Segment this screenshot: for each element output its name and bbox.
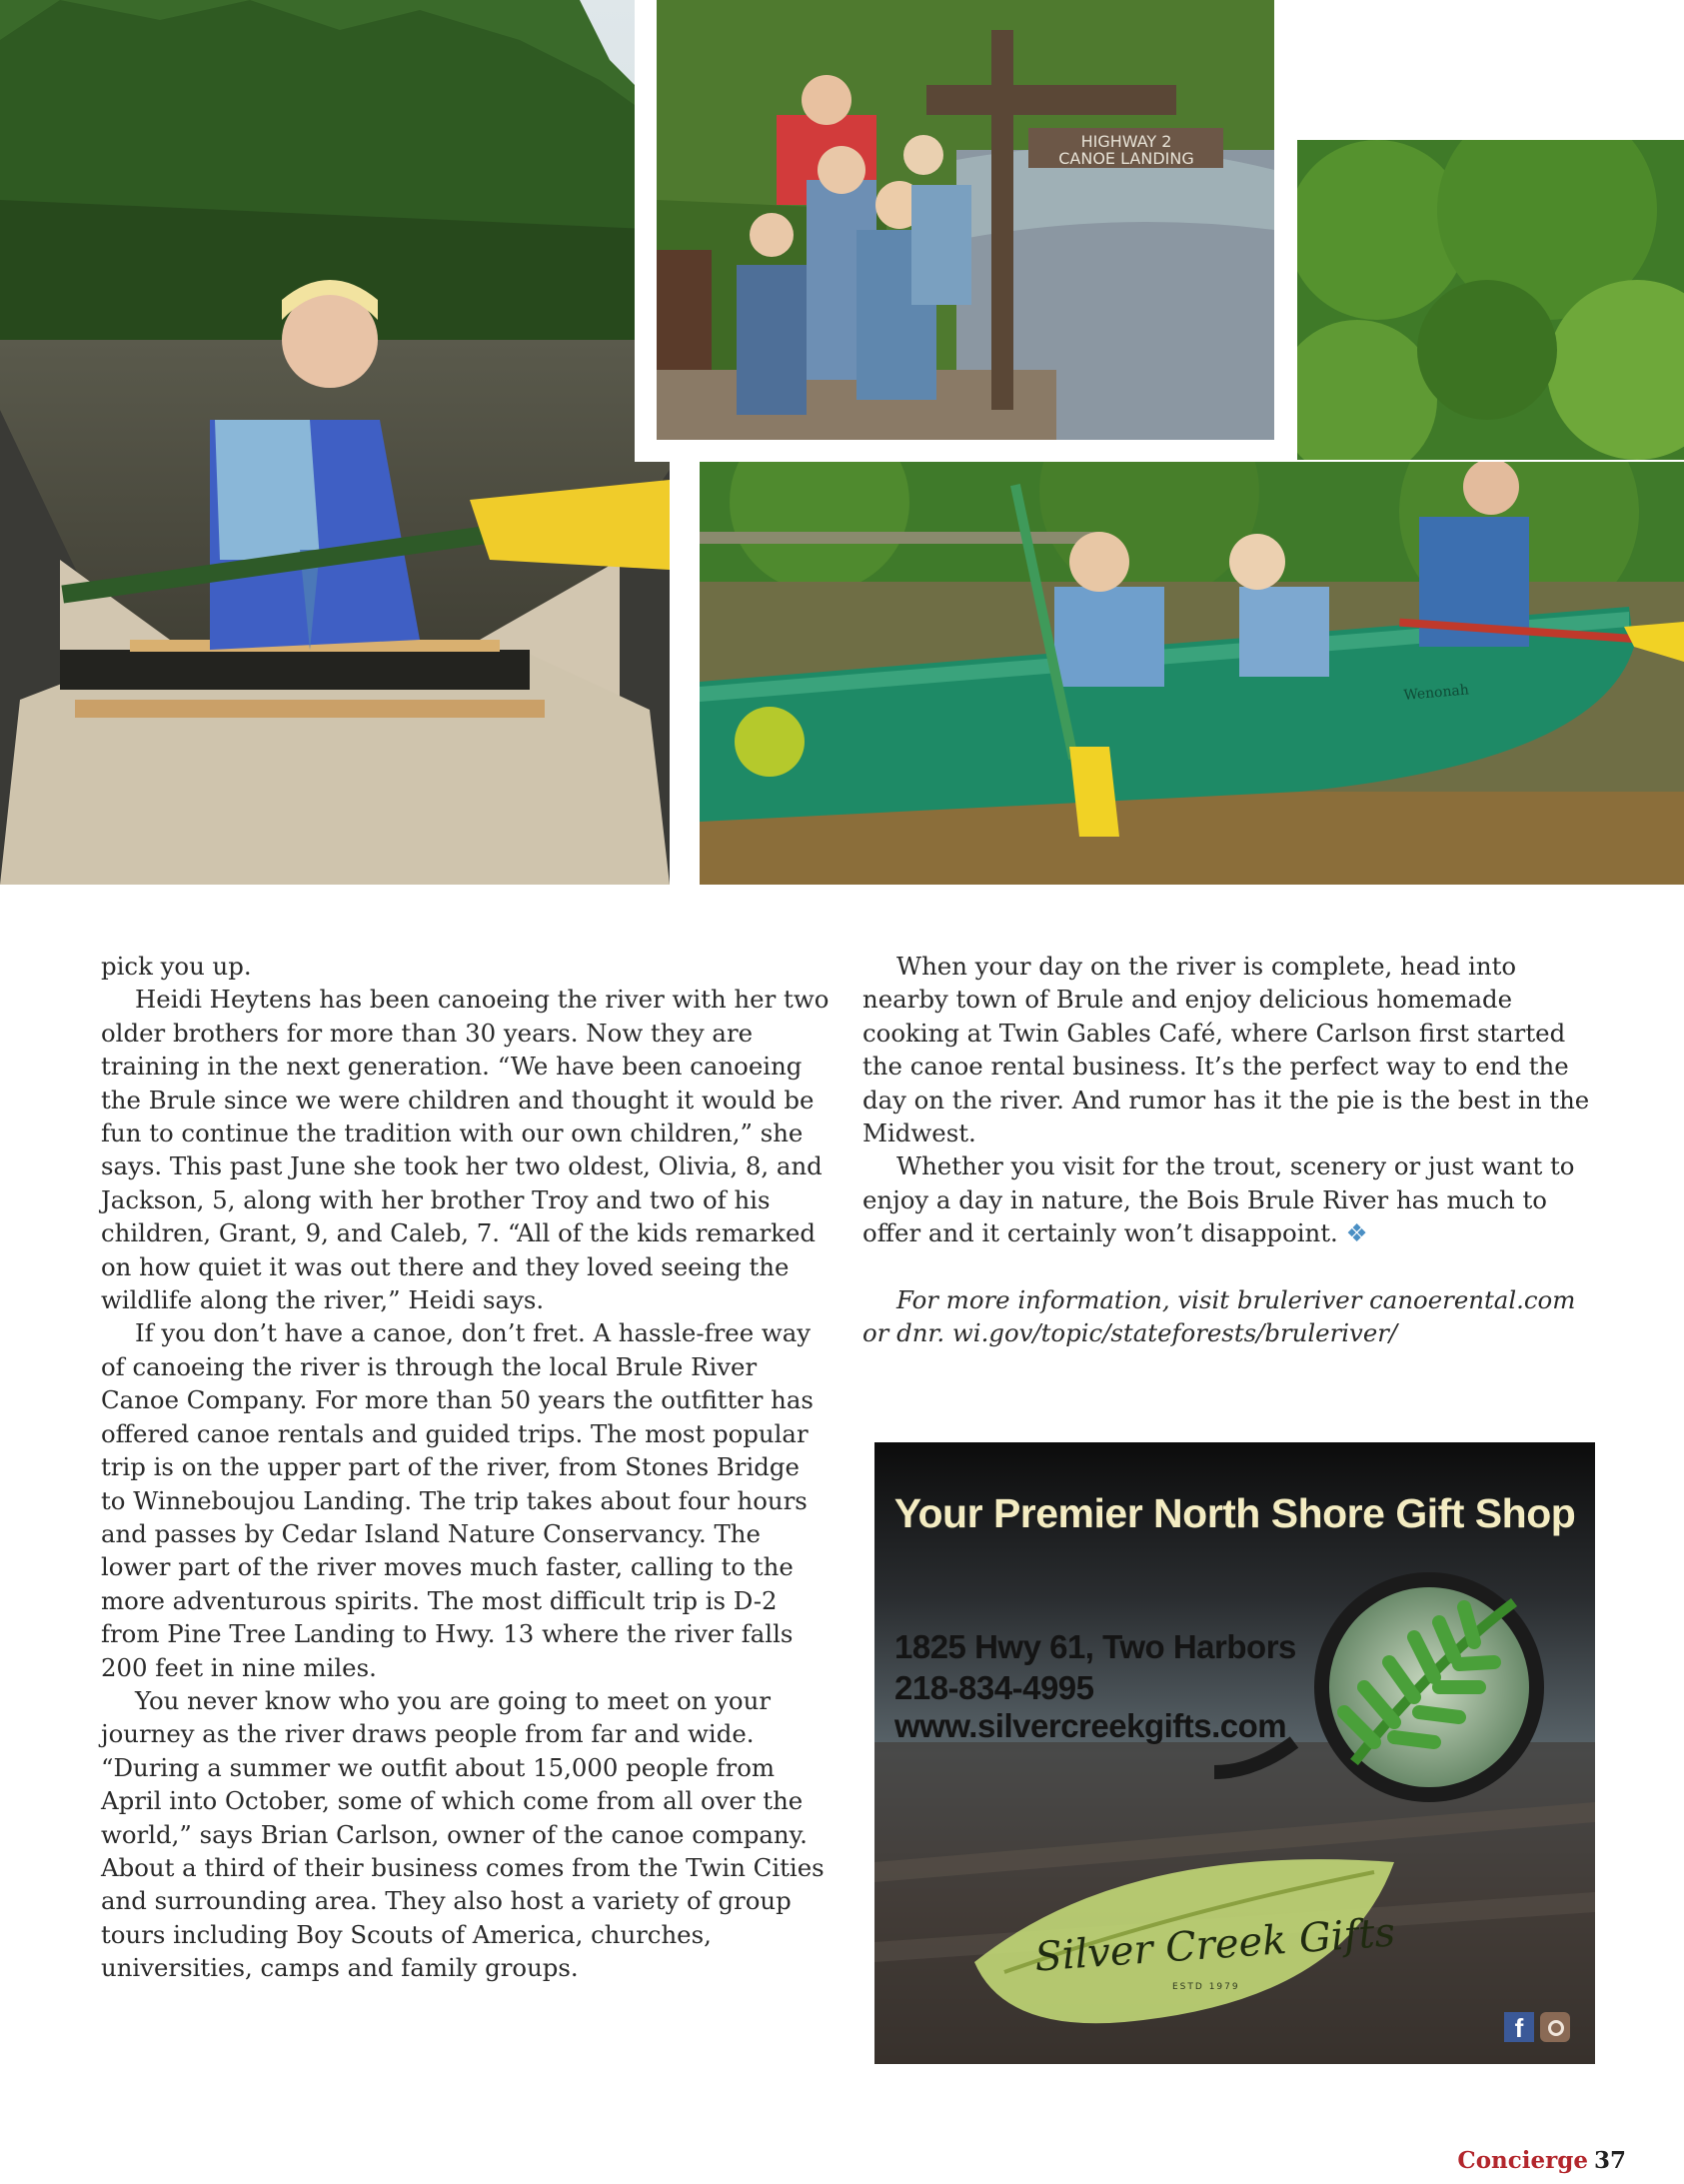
photo-boy-in-canoe <box>0 0 670 885</box>
ad-website-link[interactable]: www.silvercreekgifts.com <box>894 1707 1287 1744</box>
article-left-column <box>101 950 831 1985</box>
end-mark-icon: ❖ <box>1345 1218 1368 1248</box>
page-footer <box>1457 2147 1626 2174</box>
facebook-icon[interactable]: f <box>1504 2012 1534 2042</box>
article-closing-paragraph <box>862 1149 1602 1249</box>
magazine-name: Concierge <box>1457 2147 1588 2174</box>
page-number: 37 <box>1593 2147 1626 2174</box>
ad-estd: ESTD 1979 <box>1172 1982 1240 1992</box>
info-note: For more information, visit bruleriver canoerental.com or dnr. wi.gov/topic/stateforests/bruleriver/ <box>862 1284 1576 1348</box>
article-paragraph: You never know who you are going to meet on your journey as the river draws people from far and wide. “During a summer we outfit about 15,000 people from April into October, some of which come from all over the world,” says Brian Carlson, owner of the canoe company. About a third of their business comes from the Twin Cities and surrounding area. They also host a variety of group tours including Boy Scouts of America, churches, universities, camps and family groups. <box>101 1685 825 1983</box>
ad-address: 1825 Hwy 61, Two Harbors <box>894 1628 1296 1665</box>
ad-headline: Your Premier North Shore Gift Shop <box>893 1490 1576 1536</box>
instagram-icon[interactable] <box>1540 2012 1570 2042</box>
article-paragraph: pick you up. <box>101 952 252 981</box>
article-right-column <box>862 950 1602 1349</box>
article-paragraph: Heidi Heytens has been canoeing the river with her two older brothers for more than 30 years. Now they are training in the next generation. “We have been canoeing the Brule since we were children and thought it would be fun to continue the tradition with our own children,” she says. This past June she took her two oldest, Olivia, 8, and Jackson, 5, along with her brother Troy and two of his children, Grant, 9, and Caleb, 7. “All of the kids remarked on how quiet it was out there and they loved seeing the wildlife along the river,” Heidi says. <box>101 985 830 1315</box>
canoe-brand-text: Wenonah <box>1402 682 1470 704</box>
article-paragraph: If you don’t have a canoe, don’t fret. A hassle-free way of canoeing the river is through the local Brule River Canoe Company. For more than 50 years the outfitter has offered canoe rentals and guided trips. The most popular trip is on the upper part of the river, from Stones Bridge to Winneboujou Landing. The trip takes about four hours and passes by Cedar Island Nature Conservancy. The lower part of the river moves much faster, calling to the more adventurous spirits. The most difficult trip is D-2 from Pine Tree Landing to Hwy. 13 where the river falls 200 feet in nine miles. <box>101 1318 814 1682</box>
ad-phone: 218-834-4995 <box>894 1669 1094 1706</box>
closing-text: Whether you visit for the trout, scenery or just want to enjoy a day in nature, the Bois Brule River has much to offer and it certainly won’t disappoint. <box>862 1151 1575 1248</box>
sign-line-2: CANOE LANDING <box>1058 149 1194 168</box>
sign-line-1: HIGHWAY 2 <box>1080 132 1172 151</box>
photo-forest <box>1297 140 1684 460</box>
article-paragraph: When your day on the river is complete, head into nearby town of Brule and enjoy delicious homemade cooking at Twin Gables Café, where Carlson first started the canoe rental business. It’s the perfect way to end the day on the river. And rumor has it the pie is the best in the Midwest. <box>862 952 1590 1148</box>
ad-brand-logo: Silver Creek Gifts <box>1032 1909 1397 1981</box>
silver-creek-gifts-ad[interactable] <box>874 1442 1595 2064</box>
photo-family-at-canoe-landing <box>657 0 1274 440</box>
photo-family-in-green-canoe <box>700 462 1684 885</box>
